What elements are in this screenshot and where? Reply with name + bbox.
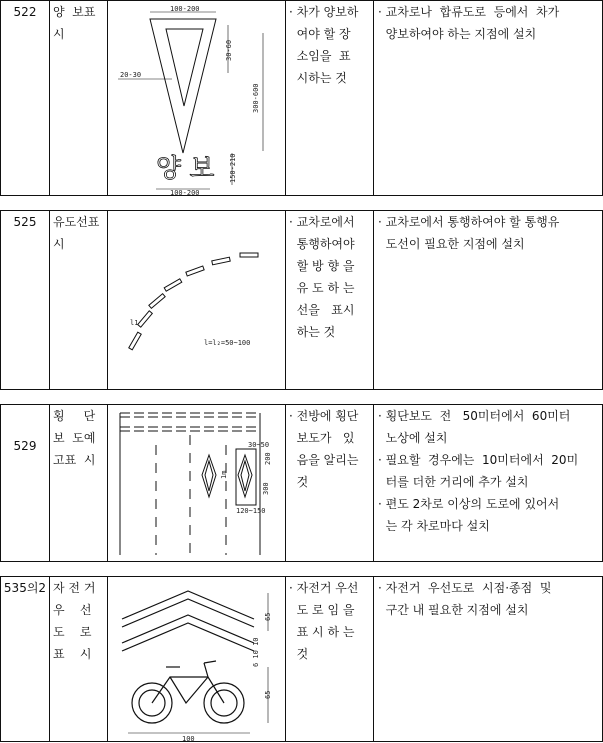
crosswalk-drawing <box>108 405 286 563</box>
row-name: 횡 단 보 도예 고표 시 <box>50 405 108 561</box>
row-location: · 횡단보도 전 50미터에서 60미터 노상에 설치 · 필요할 경우에는 10미터에서 20미 터를 더한 거리에 추가 설치 · 편도 2차로 이상의 도로에 있어서 는 각 차로마다 설치 <box>378 409 579 533</box>
svg-text:6 10 10: 6 10 10 <box>252 637 260 667</box>
row-525 <box>0 210 603 390</box>
svg-text:l=l₂=50~100: l=l₂=50~100 <box>204 339 251 347</box>
svg-text:200: 200 <box>264 452 272 465</box>
row-location: · 교차로에서 통행하여야 할 통행유 도선이 필요한 지점에 설치 <box>378 215 560 251</box>
svg-text:65: 65 <box>264 690 272 699</box>
yield-figure <box>108 1 286 195</box>
svg-text:1m: 1m <box>220 470 228 479</box>
svg-text:20-30: 20-30 <box>120 71 142 79</box>
svg-text:65: 65 <box>264 612 272 621</box>
row-number: 529 <box>1 405 50 561</box>
row-name: 양 보표 시 <box>50 1 108 195</box>
row-number: 522 <box>1 1 50 195</box>
svg-text:100-200: 100-200 <box>170 5 200 13</box>
svg-text:150-210: 150-210 <box>229 153 237 183</box>
svg-text:l1: l1 <box>130 319 139 327</box>
svg-text:120~150: 120~150 <box>236 507 266 515</box>
row-description: · 차가 양보하 여야 할 장 소임을 표 시하는 것 <box>286 1 374 195</box>
bicycle-priority-figure <box>108 577 286 741</box>
svg-text:30-60: 30-60 <box>225 39 233 61</box>
row-529 <box>0 404 603 562</box>
svg-text:100-200: 100-200 <box>170 189 200 197</box>
row-number: 535의2 <box>1 577 50 741</box>
row-location: · 교차로나 합류도로 등에서 차가 양보하여야 하는 지점에 설치 <box>378 5 560 41</box>
row-description: · 자전거 우선 도 로 임 을 표 시 하 는 것 <box>286 577 374 741</box>
svg-text:30~50: 30~50 <box>248 441 270 449</box>
crosswalk-ahead-figure <box>108 405 286 561</box>
yield-triangle-drawing <box>108 1 286 197</box>
row-location: · 자전거 우선도로 시점·종점 및 구간 내 필요한 지점에 설치 <box>378 581 552 617</box>
row-name: 유도선표 시 <box>50 211 108 389</box>
row-name: 자 전 거 우 선 도 로 표 시 <box>50 577 108 741</box>
guide-dashes-drawing <box>108 211 286 391</box>
row-description: · 교차로에서 통행하여야 할 방 향 을 유 도 하 는 선을 표시 하는 것 <box>286 211 374 389</box>
row-522 <box>0 0 603 196</box>
bicycle-chevron-drawing <box>108 577 286 743</box>
row-535-2 <box>0 576 603 742</box>
svg-text:300-600: 300-600 <box>252 83 260 113</box>
svg-text:300: 300 <box>262 482 270 495</box>
guide-line-figure <box>108 211 286 389</box>
svg-text:100: 100 <box>182 735 195 743</box>
svg-text:양 보: 양 보 <box>156 154 215 184</box>
row-number: 525 <box>1 211 50 389</box>
row-description: · 전방에 횡단 보도가 있 음을 알리는 것 <box>286 405 374 561</box>
